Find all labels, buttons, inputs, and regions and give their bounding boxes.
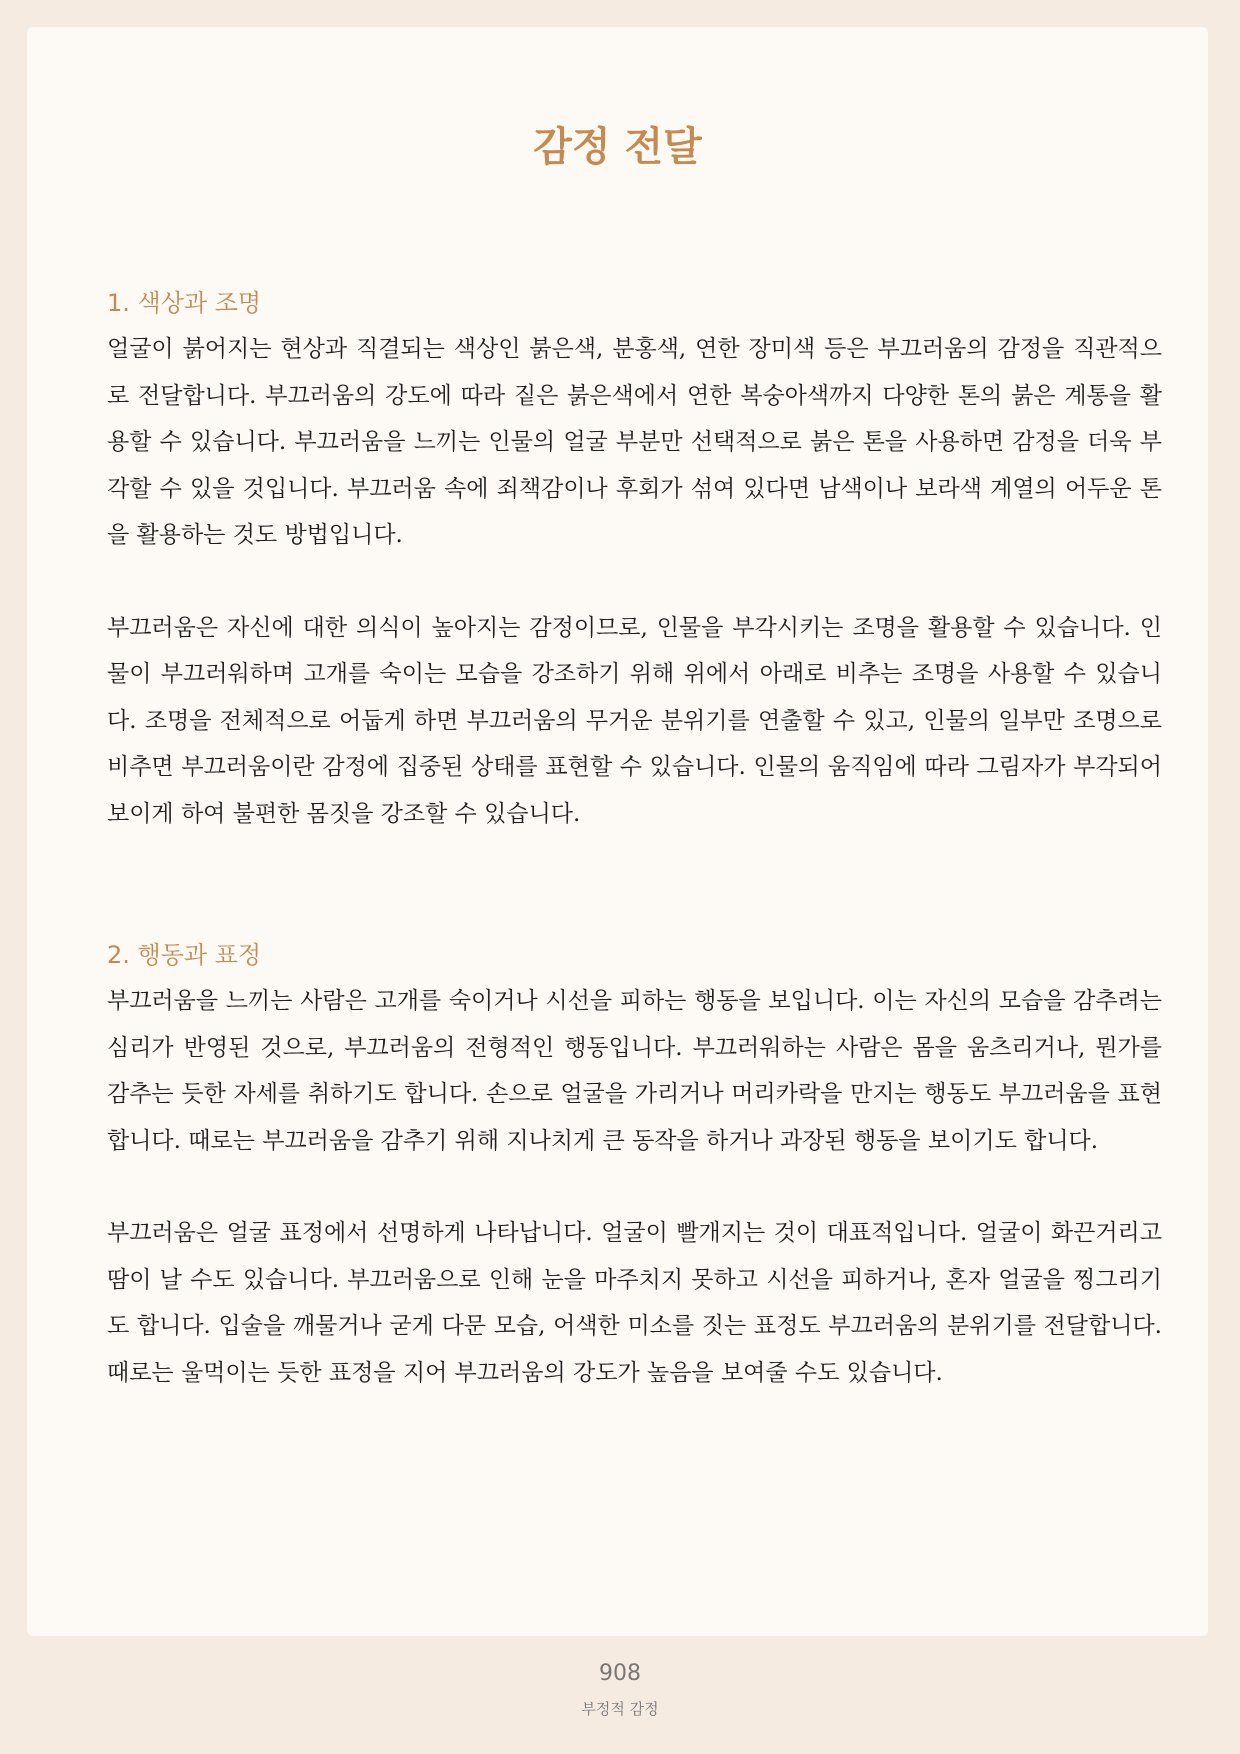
page-card [27,27,1208,1636]
chapter-label: 부정적 감정 [581,1700,659,1718]
paragraph: 부끄러움을 느끼는 사람은 고개를 숙이거나 시선을 피하는 행동을 보입니다. 이는 자신의 모습을 감추려는 심리가 반영된 것으로, 부끄러움의 전형적인 행동입니다. 부끄러워하는 사람은 몸을 움츠리거나, 뭔가를 감추는 듯한 자세를 취하기도 합니다. 손으로 얼굴을 가리거나 머리카락을 만지는 행동도 부끄러움을 표현합니다. 때로는 부끄러움을 감추기 위해 지나치게 큰 동작을 하거나 과장된 행동을 보이기도 합니다. [107,988,1162,1154]
paragraph: 얼굴이 붉어지는 현상과 직결되는 색상인 붉은색, 분홍색, 연한 장미색 등은 부끄러움의 감정을 직관적으로 전달합니다. 부끄러움의 강도에 따라 짙은 붉은색에서 연한 복숭아색까지 다양한 톤의 붉은 계통을 활용할 수 있습니다. 부끄러움을 느끼는 인물의 얼굴 부분만 선택적으로 붉은 톤을 사용하면 감정을 더욱 부각할 수 있을 것입니다. 부끄러움 속에 죄책감이나 후회가 섞여 있다면 남색이나 보라색 계열의 어두운 톤을 활용하는 것도 방법입니다. [107,336,1162,548]
section-heading: 1. 색상과 조명 [107,289,262,317]
paragraph: 부끄러움은 얼굴 표정에서 선명하게 나타납니다. 얼굴이 빨개지는 것이 대표적입니다. 얼굴이 화끈거리고 땀이 날 수도 있습니다. 부끄러움으로 인해 눈을 마주치지 못하고 시선을 피하거나, 혼자 얼굴을 찡그리기도 합니다. 입술을 깨물거나 굳게 다문 모습, 어색한 미소를 짓는 표정도 부끄러움의 분위기를 전달합니다. 때로는 울먹이는 듯한 표정을 지어 부끄러움의 강도가 높음을 보여줄 수도 있습니다. [107,1220,1162,1386]
page-title: 감정 전달 [533,123,702,170]
section-behavior-expression [107,938,1162,1396]
paragraph: 부끄러움은 자신에 대한 의식이 높아지는 감정이므로, 인물을 부각시키는 조명을 활용할 수 있습니다. 인물이 부끄러워하며 고개를 숙이는 모습을 강조하기 위해 위에서 아래로 비추는 조명을 사용할 수 있습니다. 조명을 전체적으로 어둡게 하면 부끄러움의 무거운 분위기를 연출할 수 있고, 인물의 일부만 조명으로 비추면 부끄러움이란 감정에 집중된 상태를 표현할 수 있습니다. 인물의 움직임에 따라 그림자가 부각되어 보이게 하여 불편한 몸짓을 강조할 수 있습니다. [107,614,1162,827]
page-number: 908 [599,1661,641,1686]
section-heading: 2. 행동과 표정 [107,941,262,969]
section-color-lighting [107,286,1162,837]
